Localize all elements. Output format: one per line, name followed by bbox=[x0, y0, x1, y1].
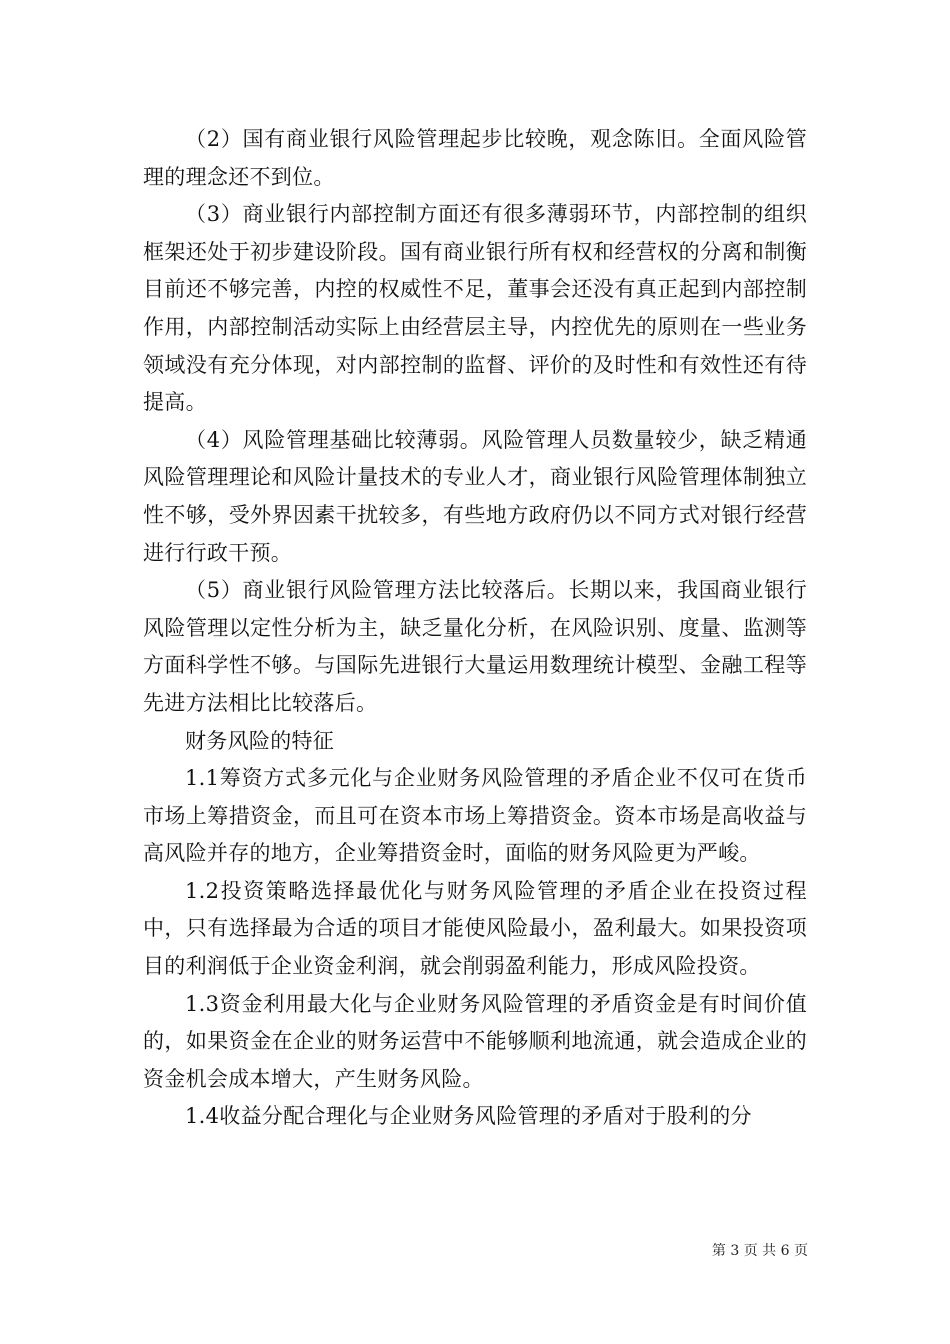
page-number: 第 3 页 共 6 页 bbox=[711, 1243, 808, 1259]
section-paragraph-1-4: 1.4收益分配合理化与企业财务风险管理的矛盾对于股利的分 bbox=[185, 1104, 752, 1129]
section-paragraph-1-3: 1.3资金利用最大化与企业财务风险管理的矛盾资金是有时间价值的，如果资金在企业的财务运营中不能够顺利地流通，就会造成企业的资金机会成本增大，产生财务风险。 bbox=[143, 991, 807, 1091]
paragraph-3: （3）商业银行内部控制方面还有很多薄弱环节，内部控制的组织框架还处于初步建设阶段。国有商业银行所有权和经营权的分离和制衡目前还不够完善，内控的权威性不足，董事会还没有真正起到内部控制作用，内部控制活动实际上由经营层主导，内控优先的原则在一些业务领域没有充分体现，对内部控制的监督、评价的及时性和有效性还有待提高。 bbox=[143, 202, 807, 415]
section-paragraph-1-2: 1.2投资策略选择最优化与财务风险管理的矛盾企业在投资过程中，只有选择最为合适的项目才能使风险最小，盈利最大。如果投资项目的利润低于企业资金利润，就会削弱盈利能力，形成风险投资。 bbox=[143, 878, 807, 979]
section-paragraph-1-1: 1.1筹资方式多元化与企业财务风险管理的矛盾企业不仅可在货币市场上筹措资金，而且可在资本市场上筹措资金。资本市场是高收益与高风险并存的地方，企业筹措资金时，面临的财务风险更为严峻。 bbox=[143, 766, 807, 866]
paragraph-4: （4）风险管理基础比较薄弱。风险管理人员数量较少，缺乏精通风险管理理论和风险计量技术的专业人才，商业银行风险管理体制独立性不够，受外界因素干扰较多，有些地方政府仍以不同方式对银行经营进行行政干预。 bbox=[143, 427, 807, 565]
section-title: 财务风险的特征 bbox=[185, 728, 335, 753]
paragraph-5: （5）商业银行风险管理方法比较落后。长期以来，我国商业银行风险管理以定性分析为主，缺乏量化分析，在风险识别、度量、监测等方面科学性不够。与国际先进银行大量运用数理统计模型、金融工程等先进方法相比比较落后。 bbox=[143, 578, 807, 715]
paragraph-2: （2）国有商业银行风险管理起步比较晚，观念陈旧。全面风险管理的理念还不到位。 bbox=[143, 127, 807, 189]
document-body bbox=[143, 121, 807, 1136]
